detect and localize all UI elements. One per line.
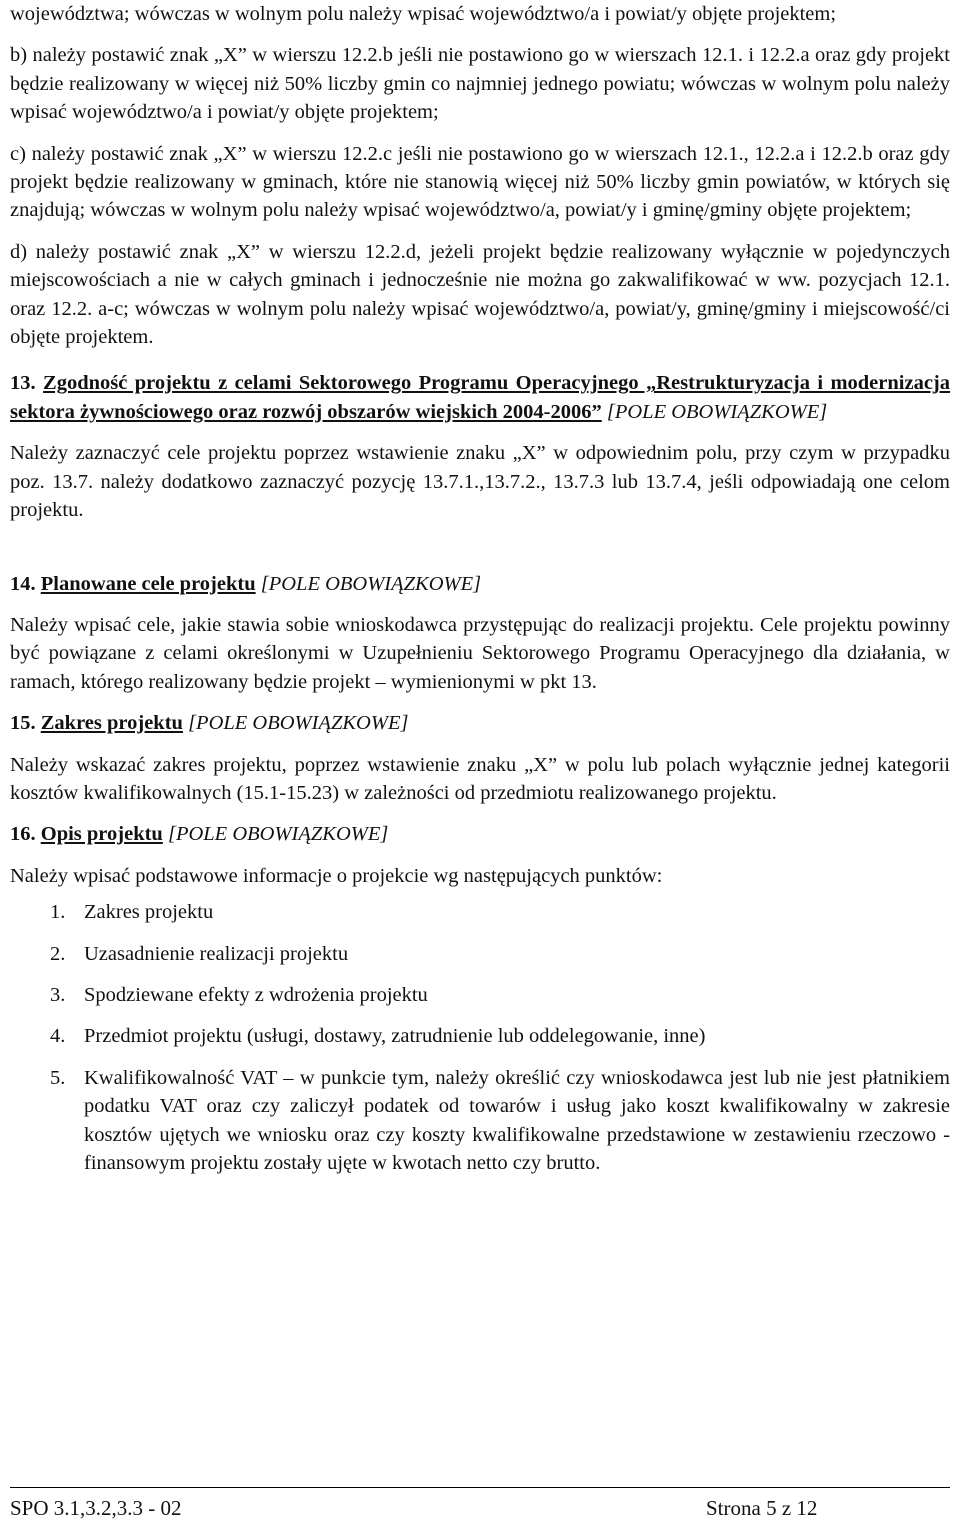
section-16-tag: [POLE OBOWIĄZKOWE] <box>167 823 389 846</box>
section-14-number: 14. <box>10 572 36 595</box>
section-15-body: Należy wskazać zakres projektu, poprzez wstawienie znaku „X” w polu lub polach wyłącznie jednej kategorii kosztów kwalifikowalnych (15.1-15.23) w zależności od przedmiotu realizowanego projektu. <box>10 753 950 804</box>
section-14-body: Należy wpisać cele, jakie stawia sobie wnioskodawca przystępując do realizacji projektu. Cele projektu powinny być powiązane z celami określonymi w Uzupełnieniu Sektorowego Programu Operacyjnego dla działania, w ramach, którego realizowany będzie projekt – wymienionymi w pkt 13. <box>10 613 950 693</box>
list-item <box>10 1022 950 1050</box>
paragraph-d: d) należy postawić znak „X” w wierszu 12.2.d, jeżeli projekt będzie realizowany wyłącznie w pojedynczych miejscowościach a nie w całych gminach i jednocześnie nie można go zakwalifikować w ww. pozycjach 12.1. oraz 12.2. a-c; wówczas w wolnym polu należy wpisać województwo/a, powiat/y, gminę/gminy i miejscowość/ci objęte projektem. <box>10 240 950 349</box>
paragraph-c: c) należy postawić znak „X” w wierszu 12.2.c jeśli nie postawiono go w wierszach 12.1., 12.2.a i 12.2.b oraz gdy projekt będzie realizowany w gminach, które nie stanowią więcej niż 50% liczby gmin powiatów, w których się znajdują; wówczas w wolnym polu należy wpisać województwo/a, powiat/y i gminę/gminy objęte projektem; <box>10 142 950 222</box>
section-16-list <box>10 898 950 1177</box>
list-item-text: Uzasadnienie realizacji projektu <box>84 942 349 965</box>
section-16-body: Należy wpisać podstawowe informacje o projekcie wg następujących punktów: <box>10 864 663 887</box>
list-item-number: 3. <box>50 983 66 1006</box>
paragraph-a-tail: województwa; wówczas w wolnym polu należy wpisać województwo/a i powiat/y objęte projektem; <box>10 3 837 25</box>
list-item <box>10 981 950 1009</box>
section-14-tag: [POLE OBOWIĄZKOWE] <box>260 572 482 595</box>
list-item-number: 4. <box>50 1025 66 1048</box>
section-15-tag: [POLE OBOWIĄZKOWE] <box>188 712 409 735</box>
paragraph-b: b) należy postawić znak „X” w wierszu 12.2.b jeśli nie postawiono go w wierszach 12.1. i 12.2.a oraz gdy projekt będzie realizowany w więcej niż 50% liczby gmin co najmniej jednego powiatu; wówczas w wolnym polu należy wpisać województwo/a i powiat/y objęte projektem; <box>10 44 950 124</box>
page-footer <box>10 1487 950 1528</box>
list-item-number: 1. <box>50 901 66 924</box>
list-item-number: 5. <box>50 1066 66 1089</box>
section-13-number: 13. <box>10 372 36 395</box>
list-item-text: Zakres projektu <box>84 901 214 924</box>
document-page <box>10 0 950 1190</box>
section-15-number: 15. <box>10 712 36 735</box>
list-item-text: Spodziewane efekty z wdrożenia projektu <box>84 983 428 1006</box>
list-item-text: Kwalifikowalność VAT – w punkcie tym, należy określić czy wnioskodawca jest lub nie jest płatnikiem podatku VAT oraz czy zaliczył podatek od towarów i usług jako koszt kwalifikowalny w zakresie kosztów ujętych we wniosku oraz czy koszty kwalifikowalne przedstawione w zestawieniu rzeczowo - finansowym projektu zostały ujęte w kwotach netto czy brutto. <box>84 1066 950 1174</box>
section-16-title: Opis projektu <box>40 823 163 846</box>
list-item <box>10 940 950 968</box>
section-16-heading <box>10 820 950 848</box>
list-item <box>10 898 950 926</box>
list-item-number: 2. <box>50 942 66 965</box>
footer-doc-code: SPO 3.1,3.2,3.3 - 02 <box>10 1496 182 1520</box>
section-15-heading <box>10 709 950 737</box>
section-16-number: 16. <box>10 823 36 846</box>
section-13-tag: [POLE OBOWIĄZKOWE] <box>606 400 828 423</box>
footer-page-number: Strona 5 z 12 <box>706 1496 818 1520</box>
list-item-text: Przedmiot projektu (usługi, dostawy, zatrudnienie lub oddelegowanie, inne) <box>84 1025 706 1048</box>
section-15-title: Zakres projektu <box>40 712 183 735</box>
section-14-heading <box>10 570 950 598</box>
list-item <box>10 1064 950 1178</box>
section-13-title: Zgodność projektu z celami Sektorowego Programu Operacyjnego „Restrukturyzacja i modernizacja sektora żywnościowego oraz rozwój obszarów wiejskich 2004-2006” <box>10 372 950 423</box>
section-13-heading <box>10 369 950 426</box>
section-13-body: Należy zaznaczyć cele projektu poprzez wstawienie znaku „X” w odpowiednim polu, przy czym w przypadku poz. 13.7. należy dodatkowo zaznaczyć pozycję 13.7.1.,13.7.2., 13.7.3 lub 13.7.4, jeśli odpowiadają one celom projektu. <box>10 442 950 522</box>
section-14-title: Planowane cele projektu <box>40 572 256 595</box>
